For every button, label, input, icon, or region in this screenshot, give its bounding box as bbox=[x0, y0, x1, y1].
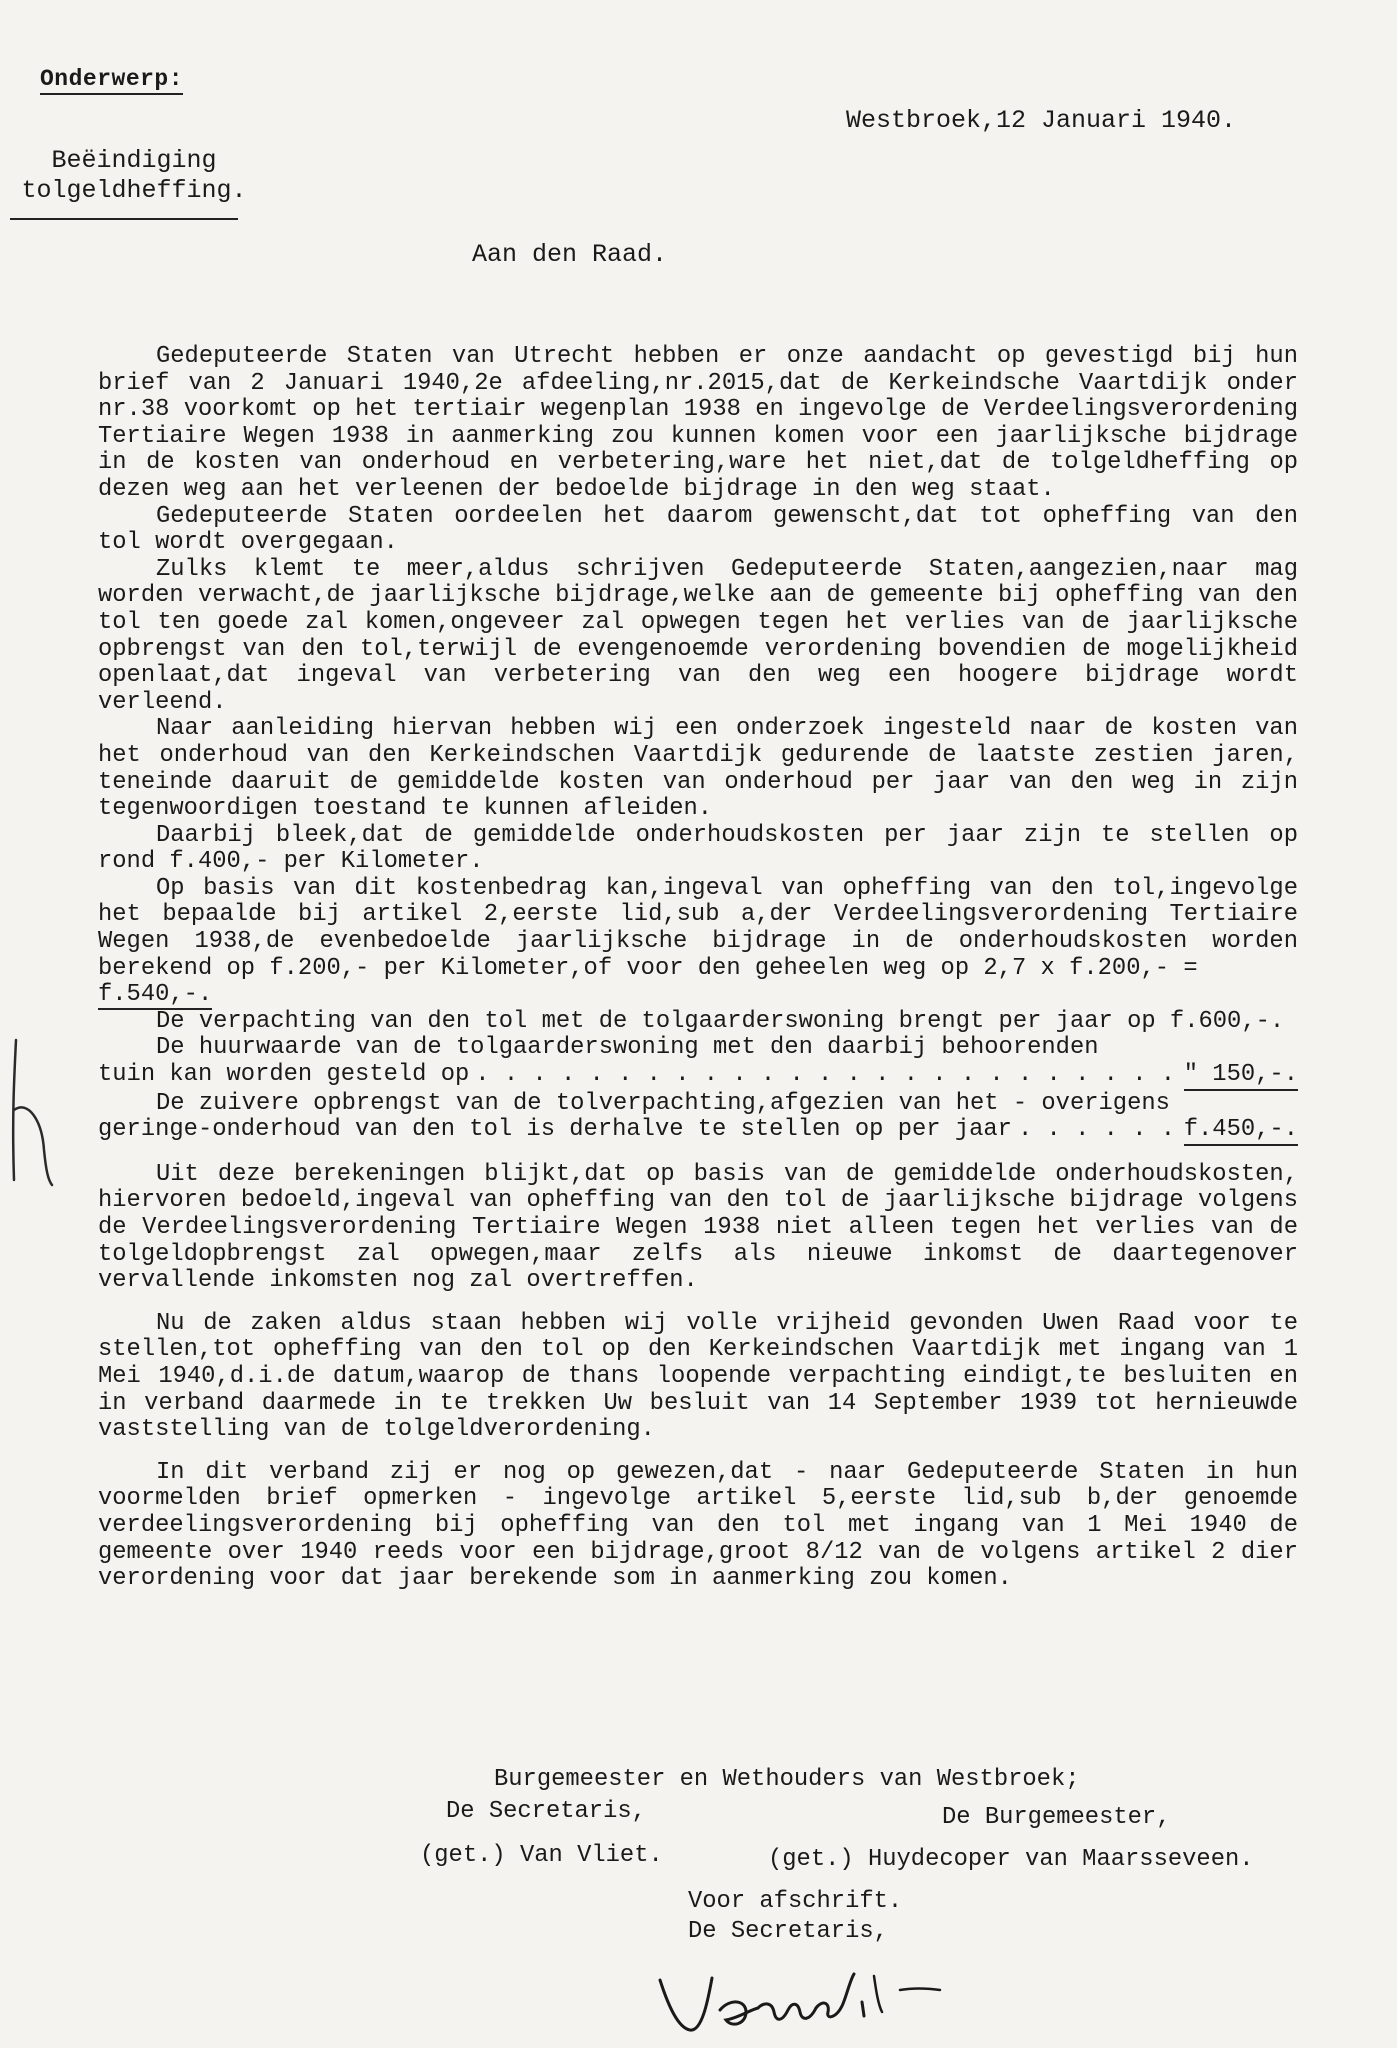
paragraph-9-line-2: geringe-onderhoud van den tol is derhalve te stellen op per jaar bbox=[98, 1116, 1012, 1144]
paragraph-4: Naar aanleiding hiervan hebben wij een onderzoek ingesteld naar de kosten van het onderhoud van den Kerkeindschen Vaartdijk gedurende de laatste zestien jaren, teneinde daaruit de gemiddelde kosten van onderhoud per jaar van den weg in zijn tegenwoordigen toestand te kunnen afleiden. bbox=[98, 715, 1298, 823]
addressee: Aan den Raad. bbox=[472, 240, 668, 269]
paragraph-9 bbox=[98, 1091, 1298, 1118]
signatory-title: Burgemeester en Wethouders van Westbroek; bbox=[494, 1766, 1080, 1793]
paragraph-6-amount: f.540,-. bbox=[98, 981, 213, 1009]
subject-line-2: tolgeldheffing. bbox=[21, 176, 247, 205]
paragraph-1: Gedeputeerde Staten van Utrecht hebben er onze aandacht op gevestigd bij hun brief van 2 Januari 1940,2e afdeeling,nr.2015,dat de Kerkeindsche Vaartdijk onder nr.38 voorkomt op het tertiair wegenplan 1938 en ingevolge de Verdeelingsverordening Tertiaire Wegen 1938 in aanmerking zou kunnen komen voor een jaarlijksche bijdrage in de kosten van onderhoud en verbetering,ware het niet,dat de tolgeldheffing op dezen weg aan het verleenen der bedoelde bijdrage in den weg staat. bbox=[98, 343, 1298, 503]
paragraph-7: De verpachting van den tol met de tolgaarderswoning brengt per jaar op f.600,-. bbox=[156, 1007, 1285, 1035]
letter-body bbox=[98, 344, 1298, 1593]
secretary-label: De Secretaris, bbox=[446, 1798, 646, 1825]
secretary-name: (get.) Van Vliet. bbox=[420, 1842, 663, 1869]
place-date: Westbroek,12 Januari 1940. bbox=[846, 106, 1237, 135]
paragraph-3: Zulks klemt te meer,aldus schrijven Gedeputeerde Staten,aangezien,naar mag worden verwacht,de jaarlijksche bijdrage,welke aan de gemeente bij opheffing van den tol ten goede zal komen,ongeveer zal opwegen tegen het verlies van de jaarlijksche opbrengst van den tol,terwijl de evengenoemde verordening bovendien de mogelijkheid openlaat,dat ingeval van verbetering van den weg een hoogere bijdrage wordt verleend. bbox=[98, 555, 1298, 716]
subject-underline bbox=[10, 218, 238, 220]
paragraph-8-line-2: tuin kan worden gesteld op bbox=[98, 1061, 470, 1089]
paragraph-9-amount: f.450,-. bbox=[1184, 1117, 1298, 1146]
paragraph-9-row bbox=[98, 1117, 1298, 1146]
paragraph-9-line-1: De zuivere opbrengst van de tolverpachting,afgezien van het - overigens bbox=[156, 1089, 1170, 1117]
paragraph-10: Uit deze berekeningen blijkt,dat op basis van de gemiddelde onderhoudskosten, hiervoren bedoeld,ingeval van opheffing van den tol de jaarlijksche bijdrage volgens de Verdeelingsverordening Tertiaire Wegen 1938 niet alleen tegen het verlies van de tolgeldopbrengst zal opwegen,maar zelfs als nieuwe inkomst de daartegenover vervallende inkomsten nog zal overtreffen. bbox=[98, 1160, 1298, 1295]
subject-label: Onderwerp: bbox=[40, 66, 183, 95]
paragraph-12: In dit verband zij er nog op gewezen,dat - naar Gedeputeerde Staten in hun voormelden brief opmerken - ingevolge artikel 5,eerste lid,sub b,der genoemde verdeelingsverordening bij opheffing van den tol met ingang van 1 Mei 1940 de gemeente over 1940 reeds voor een bijdrage,groot 8/12 van de volgens artikel 2 dier verordening voor dat jaar berekende som in aanmerking zou komen. bbox=[98, 1458, 1298, 1593]
leader-dots bbox=[1018, 1117, 1178, 1144]
paragraph-8 bbox=[98, 1035, 1298, 1062]
paragraph-8-row bbox=[98, 1062, 1298, 1091]
mayor-label: De Burgemeester, bbox=[942, 1804, 1171, 1831]
paragraph-11: Nu de zaken aldus staan hebben wij volle vrijheid gevonden Uwen Raad voor te stellen,tot opheffing van den tol op den Kerkeindschen Vaartdijk met ingang van 1 Mei 1940,d.i.de datum,waarop de thans loopende verpachting eindigt,te besluiten en in verband daarmede in te trekken Uw besluit van 14 September 1939 tot hernieuwde vaststelling van de tolgeldverordening. bbox=[98, 1309, 1298, 1444]
leader-dots bbox=[475, 1062, 1177, 1089]
handwritten-signature bbox=[650, 1950, 990, 2040]
paragraph-6-text: Op basis van dit kostenbedrag kan,ingeval van opheffing van den tol,ingevolge het bepaalde bij artikel 2,eerste lid,sub a,der Verdeelingsverordening Tertiaire Wegen 1938,de evenbedoelde jaarlijksche bijdrage in de onderhoudskosten worden berekend op f.200,- per Kilometer,of voor den geheelen weg op 2,7 x f.200,- = bbox=[98, 874, 1298, 982]
copy-label: Voor afschrift. bbox=[688, 1888, 903, 1915]
paragraph-8-line-1: De huurwaarde van de tolgaarderswoning met den daarbij behoorenden bbox=[156, 1034, 1099, 1062]
paragraph-6 bbox=[98, 876, 1298, 1009]
paragraph-8-amount: " 150,-. bbox=[1184, 1062, 1298, 1091]
margin-pencil-mark bbox=[8, 1030, 58, 1190]
copy-secretary-label: De Secretaris, bbox=[688, 1918, 888, 1945]
paragraph-5: Daarbij bleek,dat de gemiddelde onderhoudskosten per jaar zijn te stellen op rond f.400,- per Kilometer. bbox=[98, 821, 1298, 876]
paragraph-2: Gedeputeerde Staten oordeelen het daarom gewenscht,dat tot opheffing van den tol wordt overgegaan. bbox=[98, 502, 1298, 557]
mayor-name: (get.) Huydecoper van Maarsseveen. bbox=[768, 1846, 1254, 1873]
subject-text bbox=[14, 146, 254, 206]
subject-line-1: Beëindiging bbox=[51, 146, 217, 175]
